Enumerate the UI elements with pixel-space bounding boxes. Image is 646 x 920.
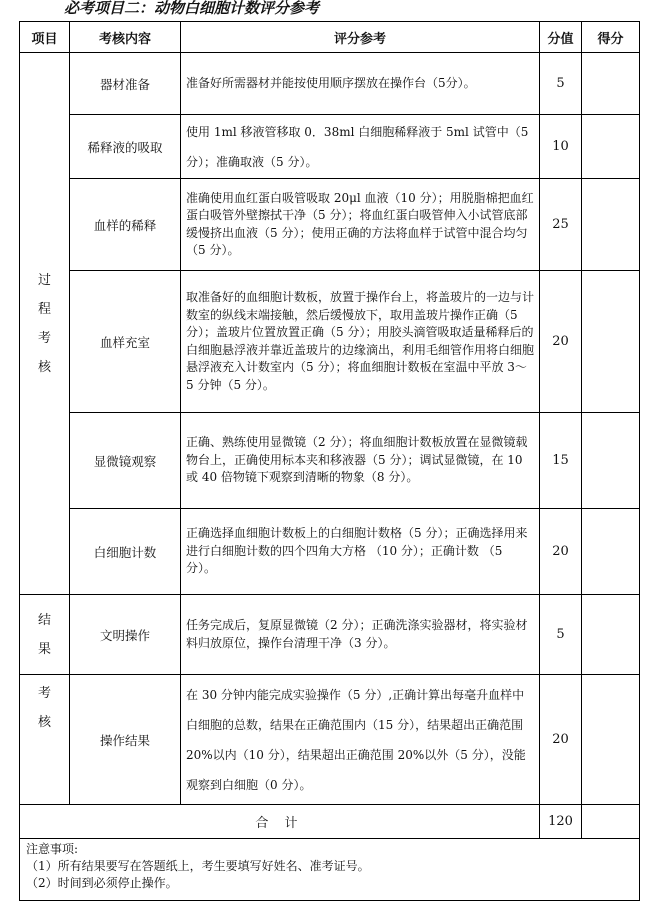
- item-points: 25: [540, 179, 582, 271]
- item-score-field[interactable]: [582, 53, 640, 115]
- item-points: 15: [540, 413, 582, 509]
- total-row: [20, 805, 640, 839]
- item-name: 文明操作: [70, 595, 181, 675]
- item-points: 20: [540, 675, 582, 805]
- table-row: [20, 413, 640, 509]
- note-item: （1）所有结果要写在答题纸上，考生要填写好姓名、准考证号。: [26, 859, 370, 873]
- item-score-field[interactable]: [582, 509, 640, 595]
- item-score-field[interactable]: [582, 115, 640, 179]
- item-score-field[interactable]: [582, 595, 640, 675]
- item-criteria: 在 30 分钟内能完成实验操作（5 分）,正确计算出每毫升血样中白细胞的总数，结果在正确范围内（15 分），结果超出正确范围 20%以内（10 分），结果超出正确范围 20%以外（5 分），没能观察到白细胞（0 分）。: [181, 675, 540, 805]
- item-score-field[interactable]: [582, 413, 640, 509]
- table-row: [20, 675, 640, 805]
- total-label: 合 计: [20, 805, 540, 839]
- category-process: 过 程 考 核: [20, 53, 70, 595]
- note-item: （2）时间到必须停止操作。: [26, 876, 178, 890]
- table-row: [20, 179, 640, 271]
- notes: [20, 839, 640, 901]
- category-result: 结 果: [20, 595, 70, 675]
- header-content: 考核内容: [70, 22, 181, 53]
- item-name: 血样充室: [70, 271, 181, 413]
- item-criteria: 任务完成后，复原显微镜（2 分）；正确洗涤实验器材，将实验材料归放原位，操作台清理干净（3 分）。: [181, 595, 540, 675]
- item-name: 血样的稀释: [70, 179, 181, 271]
- notes-row: [20, 839, 640, 901]
- header-points: 分值: [540, 22, 582, 53]
- item-name: 操作结果: [70, 675, 181, 805]
- item-criteria: 取准备好的血细胞计数板，放置于操作台上，将盖玻片的一边与计数室的纵线末端接触，然后缓慢放下，取用盖玻片操作正确（5 分）；盖玻片位置放置正确（5 分）；用胶头滴管吸取适量稀释后的白细胞悬浮液并靠近盖玻片的边缘滴出，利用毛细管作用将白细胞悬浮液充入计数室内（5 分）；将血细胞计数板在室温中平放 3～5 分钟（5 分）。: [181, 271, 540, 413]
- header-category: 项目: [20, 22, 70, 53]
- item-points: 5: [540, 53, 582, 115]
- item-name: 稀释液的吸取: [70, 115, 181, 179]
- table-row: [20, 509, 640, 595]
- item-points: 20: [540, 509, 582, 595]
- item-points: 5: [540, 595, 582, 675]
- table-row: [20, 53, 640, 115]
- total-score-field[interactable]: [582, 805, 640, 839]
- item-criteria: 准备好所需器材并能按使用顺序摆放在操作台（5分）。: [181, 53, 540, 115]
- item-score-field[interactable]: [582, 675, 640, 805]
- table-row: [20, 595, 640, 675]
- item-criteria: 准确使用血红蛋白吸管吸取 20μl 血液（10 分）；用脱脂棉把血红蛋白吸管外壁擦拭干净（5 分）；将血红蛋白吸管伸入小试管底部缓慢挤出血液（5 分）；使用正确的方法将血样于试管中混合均匀（5 分）。: [181, 179, 540, 271]
- header-score: 得分: [582, 22, 640, 53]
- header-criteria: 评分参考: [181, 22, 540, 53]
- item-score-field[interactable]: [582, 271, 640, 413]
- item-name: 器材准备: [70, 53, 181, 115]
- item-points: 10: [540, 115, 582, 179]
- item-criteria: 使用 1ml 移液管移取 0．38ml 白细胞稀释液于 5ml 试管中（5 分）；准确取液（5 分）。: [181, 115, 540, 179]
- item-points: 20: [540, 271, 582, 413]
- scoring-table: [19, 21, 640, 901]
- item-score-field[interactable]: [582, 179, 640, 271]
- table-row: [20, 115, 640, 179]
- page-title: 必考项目二：动物白细胞计数评分参考: [64, 0, 320, 17]
- item-name: 白细胞计数: [70, 509, 181, 595]
- table-row: [20, 271, 640, 413]
- item-name: 显微镜观察: [70, 413, 181, 509]
- notes-heading: 注意事项:: [26, 842, 79, 856]
- total-points: 120: [540, 805, 582, 839]
- item-criteria: 正确、熟练使用显微镜（2 分）；将血细胞计数板放置在显微镜载物台上，正确使用标本夹和移液器（5 分）；调试显微镜，在 10 或 40 倍物镜下观察到清晰的物象（8 分）。: [181, 413, 540, 509]
- category-assessment: 考 核: [20, 675, 70, 805]
- item-criteria: 正确选择血细胞计数板上的白细胞计数格（5 分）；正确选择用来进行白细胞计数的四个四角大方格 （10 分）；正确计数 （5 分）。: [181, 509, 540, 595]
- table-header-row: [20, 22, 640, 53]
